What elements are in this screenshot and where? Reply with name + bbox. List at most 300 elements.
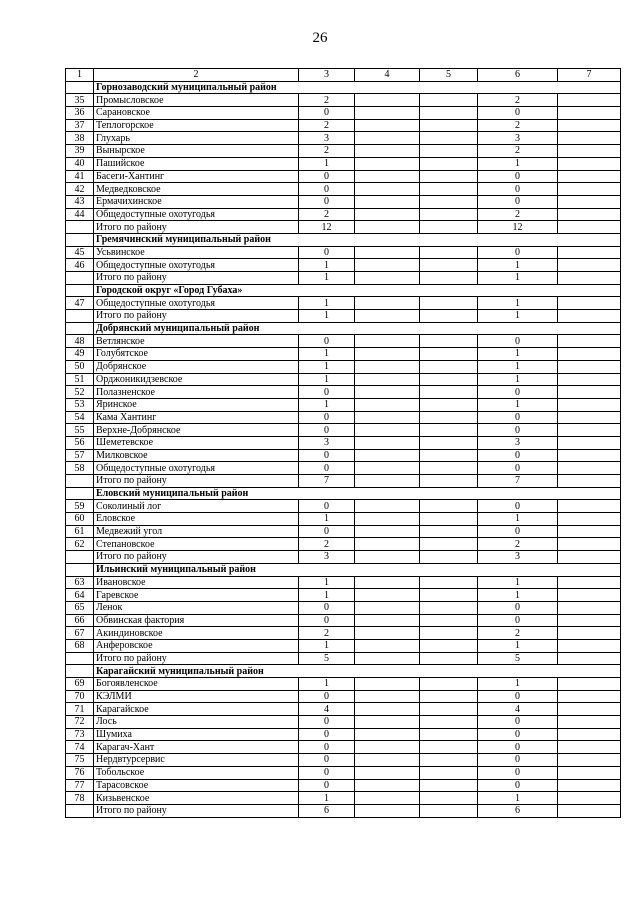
value-col-7 [558, 614, 621, 627]
value-col-3: 0 [299, 741, 355, 754]
value-col-4 [355, 424, 420, 437]
row-number: 37 [66, 119, 94, 132]
table-row [66, 246, 621, 259]
value-col-6: 0 [478, 462, 558, 475]
value-col-4 [355, 436, 420, 449]
value-col-3: 1 [299, 639, 355, 652]
value-col-4 [355, 183, 420, 196]
table-row [66, 398, 621, 411]
value-col-3: 0 [299, 754, 355, 767]
value-col-4 [355, 500, 420, 513]
value-col-4 [355, 145, 420, 158]
value-col-3: 5 [299, 652, 355, 665]
row-name: Карагач-Хант [94, 741, 299, 754]
row-number: 72 [66, 716, 94, 729]
row-number: 54 [66, 411, 94, 424]
table-row [66, 792, 621, 805]
total-row [66, 221, 621, 234]
value-col-7 [558, 754, 621, 767]
value-col-4 [355, 246, 420, 259]
value-col-3: 1 [299, 513, 355, 526]
value-col-4 [355, 475, 420, 488]
value-col-6: 0 [478, 754, 558, 767]
value-col-4 [355, 779, 420, 792]
value-col-7 [558, 246, 621, 259]
value-col-5 [420, 741, 478, 754]
value-col-3: 1 [299, 360, 355, 373]
row-number: 35 [66, 94, 94, 107]
row-name: Шумиха [94, 728, 299, 741]
value-col-3: 0 [299, 386, 355, 399]
row-number: 51 [66, 373, 94, 386]
value-col-4 [355, 157, 420, 170]
row-number: 59 [66, 500, 94, 513]
value-col-5 [420, 132, 478, 145]
value-col-4 [355, 601, 420, 614]
value-col-4 [355, 652, 420, 665]
value-col-6: 0 [478, 614, 558, 627]
value-col-4 [355, 386, 420, 399]
total-row [66, 551, 621, 564]
row-name: Анферовское [94, 639, 299, 652]
value-col-6: 6 [478, 804, 558, 817]
value-col-3: 3 [299, 132, 355, 145]
row-number: 61 [66, 525, 94, 538]
value-col-5 [420, 804, 478, 817]
section-title: Добрянский муниципальный район [94, 322, 621, 335]
value-col-6: 1 [478, 157, 558, 170]
value-col-3: 12 [299, 221, 355, 234]
value-col-3: 0 [299, 195, 355, 208]
value-col-3: 7 [299, 475, 355, 488]
table-row [66, 195, 621, 208]
value-col-6: 12 [478, 221, 558, 234]
total-row [66, 652, 621, 665]
value-col-7 [558, 551, 621, 564]
value-col-5 [420, 335, 478, 348]
value-col-3: 1 [299, 576, 355, 589]
value-col-4 [355, 449, 420, 462]
table-row [66, 449, 621, 462]
value-col-7 [558, 360, 621, 373]
value-col-6: 1 [478, 589, 558, 602]
row-number: 67 [66, 627, 94, 640]
value-col-6: 2 [478, 627, 558, 640]
value-col-5 [420, 500, 478, 513]
table-row [66, 183, 621, 196]
value-col-6: 1 [478, 310, 558, 323]
row-number: 68 [66, 639, 94, 652]
table-row [66, 335, 621, 348]
value-col-5 [420, 195, 478, 208]
value-col-7 [558, 107, 621, 120]
row-number: 47 [66, 297, 94, 310]
value-col-7 [558, 145, 621, 158]
value-col-3: 0 [299, 411, 355, 424]
total-row [66, 310, 621, 323]
value-col-4 [355, 411, 420, 424]
value-col-6: 2 [478, 208, 558, 221]
row-name: Итого по району [94, 221, 299, 234]
row-name: Полазненское [94, 386, 299, 399]
row-name: Ленок [94, 601, 299, 614]
value-col-7 [558, 183, 621, 196]
row-number [66, 804, 94, 817]
row-number: 41 [66, 170, 94, 183]
value-col-6: 0 [478, 766, 558, 779]
value-col-3: 1 [299, 373, 355, 386]
value-col-7 [558, 589, 621, 602]
table-row [66, 107, 621, 120]
table-row [66, 741, 621, 754]
table-row [66, 614, 621, 627]
value-col-4 [355, 678, 420, 691]
value-col-3: 2 [299, 627, 355, 640]
total-row [66, 272, 621, 285]
row-name: Сарановское [94, 107, 299, 120]
row-name: Соколиный лог [94, 500, 299, 513]
value-col-4 [355, 741, 420, 754]
value-col-5 [420, 94, 478, 107]
row-name: Промысловское [94, 94, 299, 107]
value-col-3: 1 [299, 792, 355, 805]
row-name: Общедоступные охотугодья [94, 462, 299, 475]
table-row [66, 766, 621, 779]
table-row [66, 424, 621, 437]
row-name: Добрянское [94, 360, 299, 373]
value-col-7 [558, 272, 621, 285]
row-name: Усьвинское [94, 246, 299, 259]
row-name: Общедоступные охотугодья [94, 297, 299, 310]
row-number: 43 [66, 195, 94, 208]
table-row [66, 639, 621, 652]
section-title: Гремячинский муниципальный район [94, 233, 621, 246]
value-col-7 [558, 297, 621, 310]
table-row [66, 348, 621, 361]
value-col-7 [558, 513, 621, 526]
table-row [66, 386, 621, 399]
value-col-4 [355, 297, 420, 310]
table-row [66, 601, 621, 614]
row-number: 56 [66, 436, 94, 449]
row-number: 69 [66, 678, 94, 691]
table-row [66, 703, 621, 716]
row-number: 65 [66, 601, 94, 614]
value-col-6: 2 [478, 94, 558, 107]
row-number: 74 [66, 741, 94, 754]
value-col-5 [420, 107, 478, 120]
row-name: Ивановское [94, 576, 299, 589]
row-number: 66 [66, 614, 94, 627]
value-col-3: 0 [299, 107, 355, 120]
value-col-3: 1 [299, 272, 355, 285]
table-row [66, 132, 621, 145]
value-col-5 [420, 462, 478, 475]
row-number: 42 [66, 183, 94, 196]
value-col-6: 0 [478, 411, 558, 424]
value-col-6: 0 [478, 195, 558, 208]
value-col-7 [558, 373, 621, 386]
row-name: Медвежий угол [94, 525, 299, 538]
value-col-4 [355, 639, 420, 652]
row-name: Яринское [94, 398, 299, 411]
row-name: Теплогорское [94, 119, 299, 132]
section-num-cell [66, 665, 94, 678]
value-col-7 [558, 741, 621, 754]
value-col-7 [558, 398, 621, 411]
value-col-7 [558, 779, 621, 792]
column-header: 7 [558, 69, 621, 82]
section-title: Ильинский муниципальный район [94, 563, 621, 576]
row-number: 63 [66, 576, 94, 589]
value-col-4 [355, 576, 420, 589]
value-col-7 [558, 462, 621, 475]
value-col-6: 1 [478, 792, 558, 805]
value-col-6: 2 [478, 119, 558, 132]
value-col-4 [355, 766, 420, 779]
value-col-3: 1 [299, 259, 355, 272]
value-col-4 [355, 728, 420, 741]
table-row [66, 500, 621, 513]
value-col-6: 1 [478, 348, 558, 361]
value-col-7 [558, 728, 621, 741]
row-name: Тарасовское [94, 779, 299, 792]
value-col-6: 0 [478, 424, 558, 437]
value-col-7 [558, 500, 621, 513]
table-row [66, 513, 621, 526]
row-name: Итого по району [94, 310, 299, 323]
value-col-6: 0 [478, 716, 558, 729]
value-col-4 [355, 551, 420, 564]
section-title: Горнозаводский муниципальный район [94, 81, 621, 94]
value-col-4 [355, 538, 420, 551]
row-name: Голубятское [94, 348, 299, 361]
section-num-cell [66, 563, 94, 576]
value-col-7 [558, 538, 621, 551]
row-name: Карагайское [94, 703, 299, 716]
table-row [66, 360, 621, 373]
value-col-4 [355, 259, 420, 272]
table-row [66, 94, 621, 107]
value-col-6: 0 [478, 525, 558, 538]
value-col-4 [355, 195, 420, 208]
value-col-6: 0 [478, 728, 558, 741]
value-col-5 [420, 183, 478, 196]
value-col-5 [420, 792, 478, 805]
value-col-5 [420, 754, 478, 767]
value-col-3: 0 [299, 614, 355, 627]
value-col-7 [558, 449, 621, 462]
section-header-row [66, 563, 621, 576]
value-col-7 [558, 690, 621, 703]
row-number: 39 [66, 145, 94, 158]
value-col-7 [558, 411, 621, 424]
value-col-6: 0 [478, 779, 558, 792]
value-col-4 [355, 754, 420, 767]
value-col-7 [558, 157, 621, 170]
section-title: Карагайский муниципальный район [94, 665, 621, 678]
row-name: Пашийское [94, 157, 299, 170]
section-num-cell [66, 322, 94, 335]
section-title: Городской округ «Город Губаха» [94, 284, 621, 297]
value-col-3: 2 [299, 94, 355, 107]
value-col-5 [420, 386, 478, 399]
row-name: Верхне-Добрянское [94, 424, 299, 437]
value-col-5 [420, 119, 478, 132]
value-col-7 [558, 94, 621, 107]
value-col-6: 0 [478, 170, 558, 183]
value-col-4 [355, 208, 420, 221]
total-row [66, 804, 621, 817]
row-number: 48 [66, 335, 94, 348]
value-col-5 [420, 728, 478, 741]
value-col-4 [355, 614, 420, 627]
table-row [66, 259, 621, 272]
value-col-5 [420, 208, 478, 221]
value-col-3: 0 [299, 170, 355, 183]
value-col-6: 0 [478, 690, 558, 703]
value-col-3: 0 [299, 525, 355, 538]
column-header: 6 [478, 69, 558, 82]
value-col-3: 3 [299, 551, 355, 564]
value-col-3: 1 [299, 310, 355, 323]
value-col-3: 6 [299, 804, 355, 817]
value-col-6: 4 [478, 703, 558, 716]
row-name: Итого по району [94, 272, 299, 285]
row-name: Общедоступные охотугодья [94, 259, 299, 272]
value-col-6: 0 [478, 107, 558, 120]
value-col-7 [558, 436, 621, 449]
value-col-5 [420, 157, 478, 170]
value-col-4 [355, 360, 420, 373]
value-col-5 [420, 614, 478, 627]
value-col-5 [420, 589, 478, 602]
table-row [66, 436, 621, 449]
value-col-5 [420, 449, 478, 462]
value-col-5 [420, 576, 478, 589]
value-col-7 [558, 792, 621, 805]
column-header: 2 [94, 69, 299, 82]
value-col-4 [355, 398, 420, 411]
value-col-4 [355, 94, 420, 107]
value-col-5 [420, 424, 478, 437]
row-number [66, 310, 94, 323]
value-col-4 [355, 627, 420, 640]
value-col-5 [420, 513, 478, 526]
value-col-3: 4 [299, 703, 355, 716]
value-col-3: 0 [299, 246, 355, 259]
value-col-6: 0 [478, 183, 558, 196]
section-num-cell [66, 81, 94, 94]
value-col-3: 0 [299, 716, 355, 729]
table-row [66, 170, 621, 183]
row-name: Итого по району [94, 804, 299, 817]
value-col-4 [355, 513, 420, 526]
value-col-3: 1 [299, 157, 355, 170]
value-col-5 [420, 398, 478, 411]
value-col-4 [355, 107, 420, 120]
value-col-7 [558, 525, 621, 538]
value-col-7 [558, 386, 621, 399]
value-col-7 [558, 652, 621, 665]
value-col-5 [420, 297, 478, 310]
row-number: 45 [66, 246, 94, 259]
row-name: Еловское [94, 513, 299, 526]
table-row [66, 462, 621, 475]
row-number: 76 [66, 766, 94, 779]
row-name: Богоявленское [94, 678, 299, 691]
value-col-7 [558, 335, 621, 348]
row-number: 62 [66, 538, 94, 551]
value-col-6: 1 [478, 678, 558, 691]
value-col-3: 1 [299, 589, 355, 602]
row-number: 49 [66, 348, 94, 361]
row-name: Нердвтурсервис [94, 754, 299, 767]
table-row [66, 157, 621, 170]
value-col-7 [558, 132, 621, 145]
row-number: 71 [66, 703, 94, 716]
row-name: Лось [94, 716, 299, 729]
value-col-3: 2 [299, 145, 355, 158]
value-col-7 [558, 424, 621, 437]
value-col-4 [355, 589, 420, 602]
row-number: 55 [66, 424, 94, 437]
value-col-6: 3 [478, 132, 558, 145]
section-header-row [66, 233, 621, 246]
row-number: 58 [66, 462, 94, 475]
row-number: 36 [66, 107, 94, 120]
value-col-4 [355, 792, 420, 805]
value-col-6: 0 [478, 335, 558, 348]
section-num-cell [66, 487, 94, 500]
row-number: 75 [66, 754, 94, 767]
value-col-6: 1 [478, 639, 558, 652]
value-col-3: 0 [299, 183, 355, 196]
table-row [66, 754, 621, 767]
row-number: 40 [66, 157, 94, 170]
row-name: Обвинская фактория [94, 614, 299, 627]
value-col-4 [355, 272, 420, 285]
value-col-7 [558, 310, 621, 323]
row-name: Итого по району [94, 551, 299, 564]
value-col-5 [420, 652, 478, 665]
value-col-3: 1 [299, 297, 355, 310]
row-number [66, 272, 94, 285]
value-col-4 [355, 335, 420, 348]
value-col-6: 5 [478, 652, 558, 665]
value-col-6: 0 [478, 500, 558, 513]
value-col-6: 0 [478, 449, 558, 462]
value-col-3: 1 [299, 348, 355, 361]
row-number: 70 [66, 690, 94, 703]
table-row [66, 690, 621, 703]
row-name: Басеги-Хантинг [94, 170, 299, 183]
value-col-4 [355, 348, 420, 361]
table-row [66, 411, 621, 424]
row-number [66, 221, 94, 234]
value-col-5 [420, 525, 478, 538]
value-col-5 [420, 779, 478, 792]
table-row [66, 678, 621, 691]
table-row [66, 373, 621, 386]
value-col-7 [558, 119, 621, 132]
column-header: 4 [355, 69, 420, 82]
value-col-6: 3 [478, 551, 558, 564]
section-header-row [66, 322, 621, 335]
table-row [66, 208, 621, 221]
value-col-6: 0 [478, 601, 558, 614]
row-number: 77 [66, 779, 94, 792]
